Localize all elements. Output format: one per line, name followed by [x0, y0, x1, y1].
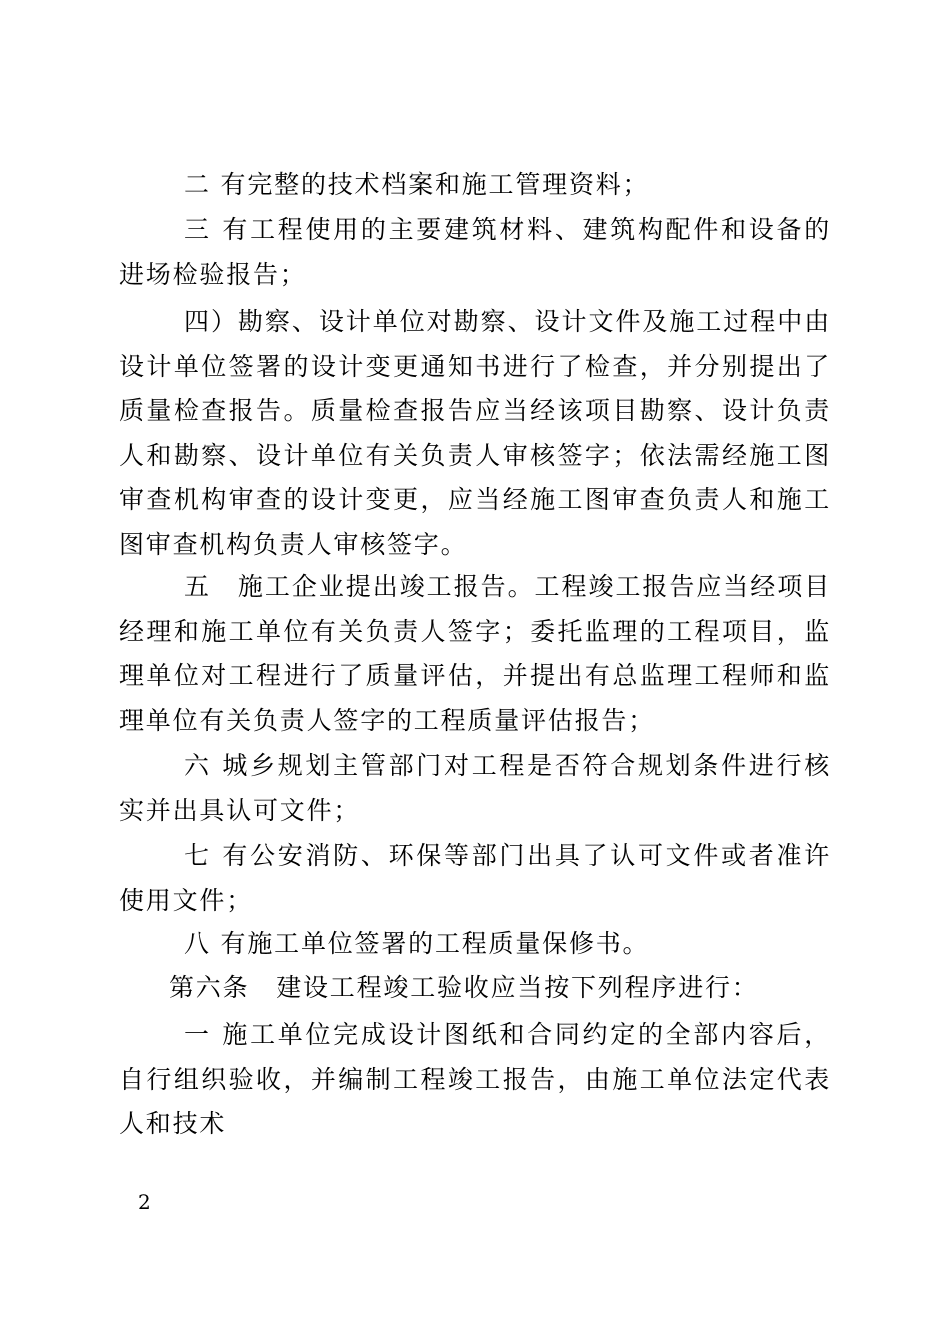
article-6-heading: 第六条 建设工程竣工验收应当按下列程序进行： — [169, 973, 759, 1002]
paragraph-item-3: 三 有工程使用的主要建筑材料、建筑构配件和设备的进场检验报告； — [119, 215, 831, 289]
paragraph-item-8: 八 有施工单位签署的工程质量保修书。 — [184, 929, 650, 958]
paragraph-step-1: 一 施工单位完成设计图纸和合同约定的全部内容后，自行组织验收，并编制工程竣工报告，由施工单位法定代表人和技术 — [119, 1020, 831, 1138]
paragraph-item-4: 四）勘察、设计单位对勘察、设计文件及施工过程中由设计单位签署的设计变更通知书进行了检查，并分别提出了质量检查报告。质量检查报告应当经该项目勘察、设计负责人和勘察、设计单位有关负责人审核签字；依法需经施工图审查机构审查的设计变更，应当经施工图审查负责人和施工图审查机构负责人审核签字。 — [119, 307, 831, 559]
paragraph-item-7: 七 有公安消防、环保等部门出具了认可文件或者准许使用文件； — [119, 841, 831, 915]
page-number: 2 — [138, 1190, 152, 1214]
paragraph-item-6: 六 城乡规划主管部门对工程是否符合规划条件进行核实并出具认可文件； — [119, 751, 831, 825]
paragraph-item-2: 二 有完整的技术档案和施工管理资料； — [184, 170, 650, 199]
paragraph-item-5: 五 施工企业提出竣工报告。工程竣工报告应当经项目经理和施工单位有关负责人签字；委托监理的工程项目，监理单位对工程进行了质量评估，并提出有总监理工程师和监理单位有关负责人签字的工程质量评估报告； — [119, 572, 831, 735]
